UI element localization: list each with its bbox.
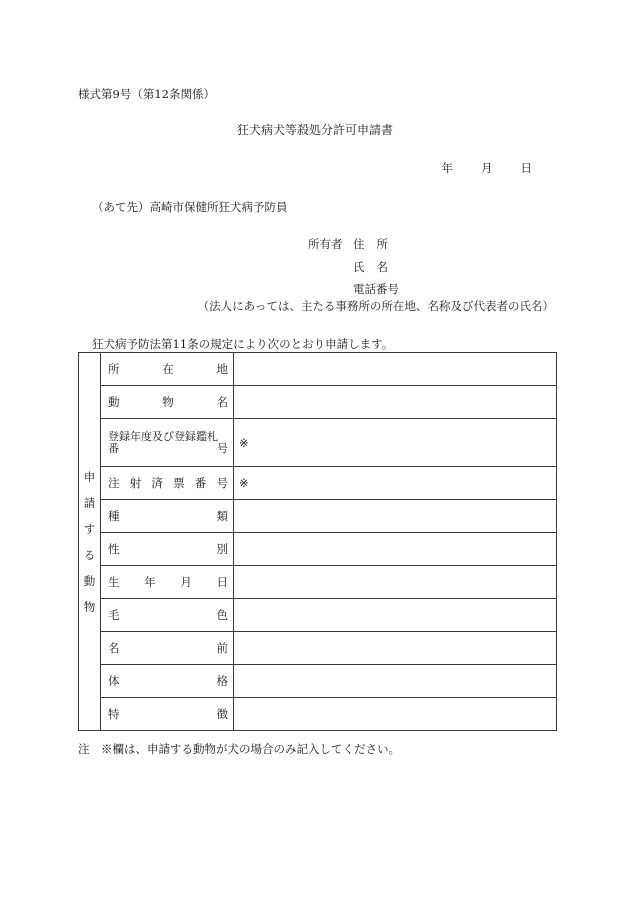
section-label (79, 353, 101, 731)
row-label-char: 物 (162, 394, 174, 409)
row-label-char: 性 (108, 542, 120, 557)
form-number: 様式第9号（第12条関係） (78, 87, 215, 101)
table-row (79, 665, 557, 698)
row-value[interactable]: ※ (234, 467, 557, 500)
row-label-line-1: 登録年度及び登録鑑札 (108, 429, 218, 443)
owner-name-label (353, 259, 388, 275)
row-label (101, 353, 234, 386)
row-label-char: 日 (216, 575, 228, 590)
row-label-char: 生 (108, 575, 120, 590)
row-value[interactable] (234, 353, 557, 386)
row-label-char: 種 (108, 509, 120, 524)
row-label-char: 射 (129, 476, 142, 491)
row-label-char: 類 (216, 509, 228, 524)
row-label-char: 前 (216, 641, 228, 656)
row-value[interactable] (234, 599, 557, 632)
row-label-char: 名 (108, 641, 120, 656)
row-label-char: 毛 (108, 608, 120, 623)
row-value[interactable] (234, 632, 557, 665)
row-label-char: 注 (108, 476, 120, 491)
table-row (79, 599, 557, 632)
row-label-line-2 (108, 443, 228, 455)
row-label-char: 格 (216, 674, 228, 689)
row-label-char: 動 (108, 394, 120, 409)
section-label-char: る (83, 547, 96, 562)
table-row (79, 500, 557, 533)
owner-name-char-1: 氏 (353, 260, 365, 274)
row-label (101, 665, 234, 698)
row-label-char: 号 (217, 441, 228, 455)
row-value[interactable] (234, 566, 557, 599)
row-label-char: 特 (108, 707, 120, 722)
section-label-char: 物 (83, 599, 96, 614)
date-month: 月 (481, 161, 493, 175)
row-label (101, 632, 234, 665)
section-label-char: 動 (83, 573, 96, 588)
row-value[interactable] (234, 698, 557, 731)
row-value[interactable] (234, 385, 557, 418)
row-label-char: 色 (216, 608, 228, 623)
row-label-char: 在 (162, 361, 174, 376)
table-row (79, 385, 557, 418)
owner-address-char-2: 所 (376, 237, 388, 251)
row-value[interactable] (234, 533, 557, 566)
table-row (79, 533, 557, 566)
row-label-char: 番 (194, 476, 207, 491)
row-label (101, 698, 234, 731)
section-label-char: す (83, 521, 96, 536)
row-label-char: 体 (108, 674, 120, 689)
owner-address-char-1: 住 (353, 237, 365, 251)
table-row (79, 467, 557, 500)
row-label-char: 号 (216, 476, 228, 491)
animal-table (78, 352, 557, 731)
corporate-note: （法人にあっては、主たる事務所の所在地、名称及び代表者の氏名） (197, 299, 554, 313)
table-row (79, 353, 557, 386)
row-label-char: 票 (173, 476, 185, 491)
section-label-char: 請 (83, 495, 96, 510)
row-label-char: 名 (216, 394, 228, 409)
row-label-char: 別 (216, 542, 228, 557)
date-line (442, 160, 533, 176)
row-value[interactable] (234, 665, 557, 698)
row-label-char: 地 (216, 361, 228, 376)
row-label-char: 年 (144, 575, 156, 590)
document-title: 狂犬病犬等殺処分許可申請書 (236, 123, 393, 137)
row-label-char: 徴 (216, 707, 228, 722)
table-row (79, 632, 557, 665)
table-row (79, 566, 557, 599)
owner-address-label (353, 236, 388, 252)
row-label-char: 済 (151, 476, 163, 491)
row-label-char: 所 (108, 361, 120, 376)
intro-text: 狂犬病予防法第11条の規定により次のとおり申請します。 (92, 337, 394, 351)
row-value[interactable] (234, 500, 557, 533)
table-row (79, 418, 557, 466)
table-row (79, 698, 557, 731)
row-label (101, 385, 234, 418)
row-label-char: 月 (180, 575, 192, 590)
row-label (101, 599, 234, 632)
row-label-char: 番 (108, 441, 119, 455)
row-label (101, 566, 234, 599)
row-label (101, 418, 234, 466)
row-label (101, 533, 234, 566)
section-label-char: 申 (83, 469, 96, 484)
date-year: 年 (441, 161, 453, 175)
date-day: 日 (520, 161, 532, 175)
owner-phone-label: 電話番号 (353, 282, 399, 296)
row-label (101, 467, 234, 500)
row-label (101, 500, 234, 533)
row-value[interactable]: ※ (234, 418, 557, 466)
owner-name-char-2: 名 (376, 260, 388, 274)
footnote: 注 ※欄は、申請する動物が犬の場合のみ記入してください。 (78, 742, 400, 756)
owner-label: 所有者 (308, 237, 343, 251)
addressee: （あて先）高崎市保健所狂犬病予防員 (92, 200, 288, 214)
